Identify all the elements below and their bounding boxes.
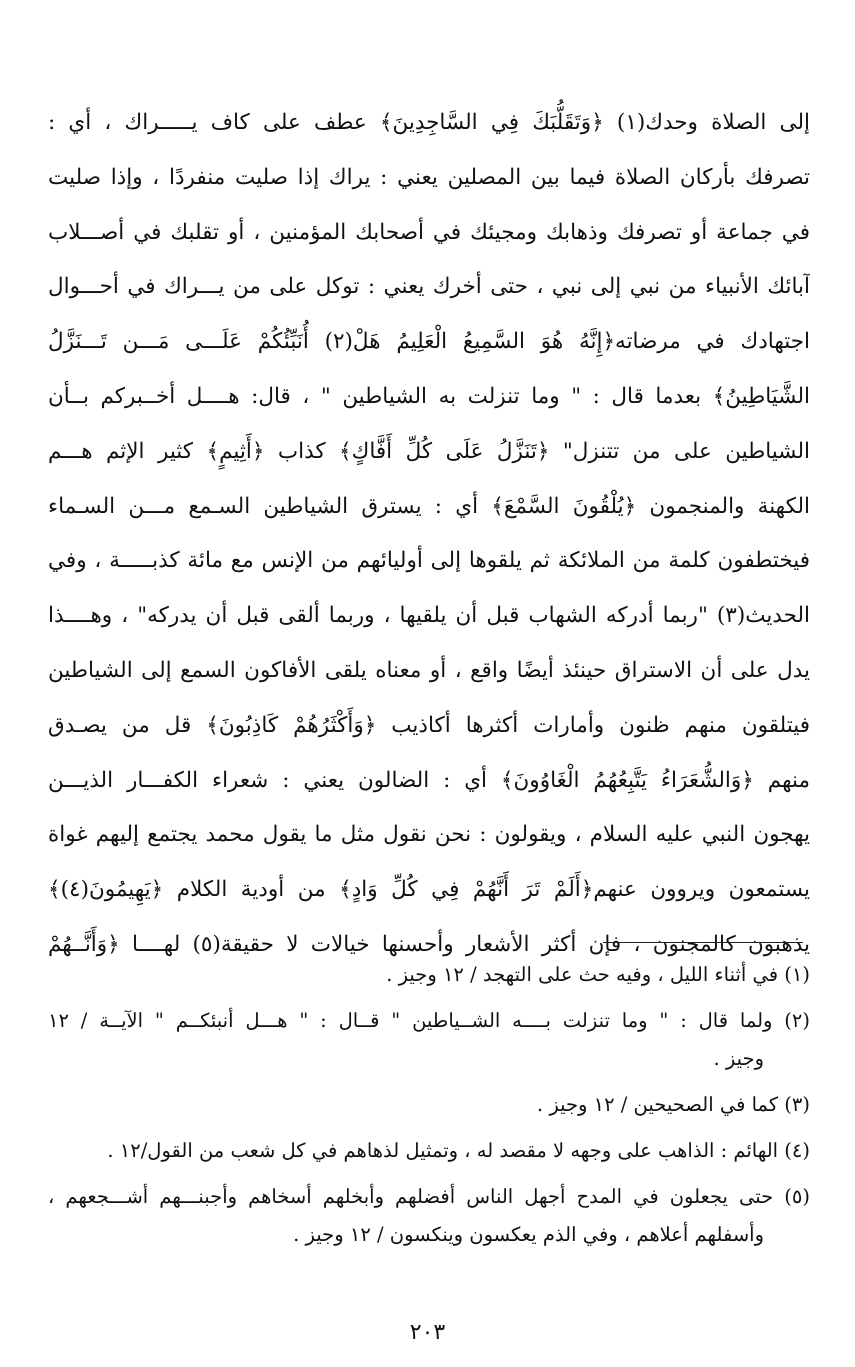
text-line: آبائك الأنبياء من نبي إلى نبي ، حتى أخرك يعني : توكل على من يـــراك في أحـــوال [48,274,810,300]
footnote-5: (٥) حتى يجعلون في المدح أجهل الناس أفضلهم وأبخلهم أسخاهم وأجبنـــهم أشـــجعهم ، [48,1185,810,1208]
text-line: يدل على أن الاستراق حينئذ أيضًا واقع ، أو معناه يلقى الأفاكون السمع إلى الشياطين [48,657,810,683]
text-line: الحديث(٣) "ربما أدركه الشهاب قبل أن يلقيها ، وربما ألقى قبل أن يدركه" ، وهــــذا [48,603,810,629]
footnote-spacer [48,994,810,1002]
footnote-5-continuation: وأسفلهم أعلاهم ، وفي الذم يعكسون وينكسون / ١٢ وجيز . [293,1223,764,1246]
footnote-3: (٣) كما في الصحيحين / ١٢ وجيز . [536,1093,810,1116]
text-line: إلى الصلاة وحدك(١) ﴿وَتَقَلُّبَكَ فِي السَّاجِدِينَ﴾ عطف على كاف يـــــراك ، أي : [48,110,810,135]
footnotes-block [48,956,810,1254]
text-line: منهم ﴿وَالشُّعَرَاءُ يَتَّبِعُهُمُ الْغَاوُونَ﴾ أي : الضالون يعني : شعراء الكفـــار الذيـــن [48,767,810,793]
footnote-spacer [48,1078,810,1086]
footnote-4: (٤) الهائم : الذاهب على وجهه لا مقصد له ، وتمثيل لذهاهم في كل شعب من القول/١٢ . [107,1139,810,1162]
text-line: تصرفك بأركان الصلاة فيما بين المصلين يعني : يراك إذا صليت منفردًا ، وإذا صليت [48,164,810,190]
page-number: ٢٠٣ [409,1320,446,1345]
footnote-spacer [48,1170,810,1178]
text-line: يستمعون ويروون عنهم﴿أَلَمْ تَرَ أَنَّهُمْ فِي كُلِّ وَادٍ﴾ من أودية الكلام ﴿يَهِيمُونَ(٤)﴾ [48,877,810,903]
footnote-2: (٢) ولما قال : " وما تنزلت بــــه الشــياطين " قــال : " هـــل أنبئكــم " الآيــة / ١٢ [48,1009,810,1032]
text-line: الشياطين على من تتنزل" ﴿تَنَزَّلُ عَلَى كُلِّ أَفَّاكٍ﴾ كذاب ﴿أَثِيمٍ﴾ كثير الإثم هـــم [48,438,810,464]
text-line: فيختطفون كلمة من الملائكة ثم يلقوها إلى أوليائهم من الإنس مع مائة كذبـــــة ، وفي [48,548,810,574]
main-text-block [48,96,810,973]
text-line: يذهبون كالمجنون ، فإن أكثر الأشعار وأحسنها خيالات لا حقيقة(٥) لهــــا ﴿وَأَنَّــهُمْ [48,931,810,957]
text-line: اجتهادك في مرضاته﴿إِنَّهُ هُوَ السَّمِيعُ الْعَلِيمُ هَلْ(٢) أُنَبِّئُكُمْ عَلَـــى مَـــن تَـــنَزَّلُ [48,329,810,355]
text-line: فيتلقون منهم ظنون وأمارات أكثرها أكاذيب ﴿وَأَكْثَرُهُمْ كَاذِبُونَ﴾ قل من يصـدق [48,712,810,738]
footnote-2-continuation: وجيز . [713,1047,764,1070]
text-line: يهجون النبي عليه السلام ، ويقولون : نحن نقول مثل ما يقول محمد يجتمع إليهم غواة [48,822,810,848]
text-line: في جماعة أو تصرفك وذهابك ومجيئك في أصحابك المؤمنين ، أو تقلبك في أصـــلاب [48,219,810,245]
text-line: الشَّيَاطِينُ﴾ بعدما قال : " وما تنزلت به الشياطين " ، قال: هــــل أخــبركم بــأن [48,383,810,409]
text-line: الكهنة والمنجمون ﴿يُلْقُونَ السَّمْعَ﴾ أي : يسترق الشياطين السـمع مـــن السـماء [48,493,810,519]
footnote-separator [603,942,803,943]
footnote-1: (١) في أثناء الليل ، وفيه حث على التهجد / ١٢ وجيز . [386,963,810,986]
footnote-spacer [48,1124,810,1132]
